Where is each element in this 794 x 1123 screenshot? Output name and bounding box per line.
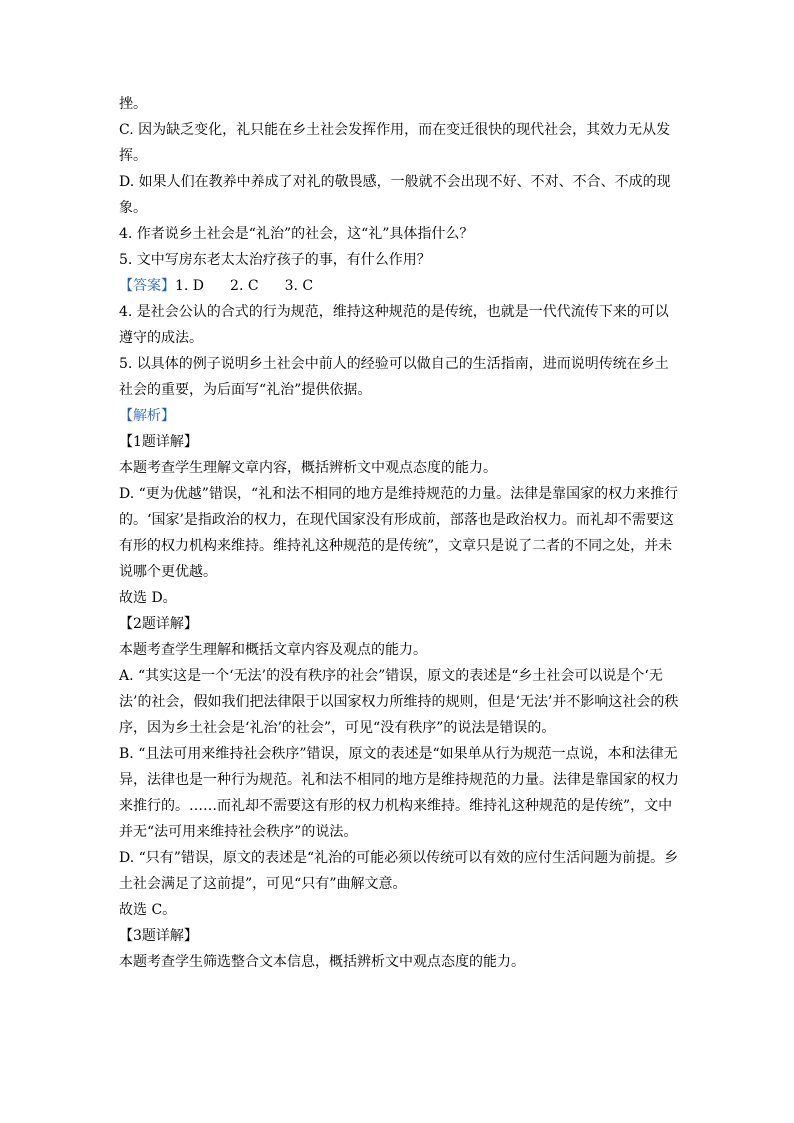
answer-2: 2. C xyxy=(230,278,259,294)
paragraph: 挫。 xyxy=(119,96,147,112)
option-c: C. 因为缺乏变化，礼只能在乡土社会发挥作用，而在变迁很快的现代社会，其效力无从发挥。 xyxy=(119,122,671,164)
q1-detail-label: 【1题详解】 xyxy=(119,434,198,450)
paragraph: 故选 C。 xyxy=(119,902,177,918)
option-d: D. 如果人们在教养中养成了对礼的敬畏感，一般就不会出现不好、不对、不合、不成的现象。 xyxy=(119,174,671,216)
question-4: 4. 作者说乡土社会是“礼治”的社会，这“礼”具体指什么？ xyxy=(119,226,474,242)
document-body xyxy=(119,91,679,975)
paragraph: 本题考查学生理解和概括文章内容及观点的能力。 xyxy=(119,642,427,658)
paragraph: D. “只有”错误，原文的表述是“礼治的可能必须以传统可以有效的应付生活问题为前提。乡土社会满足了这前提”，可见“只有”曲解文意。 xyxy=(119,850,679,892)
q3-detail-label: 【3题详解】 xyxy=(119,928,198,944)
answer-1: 1. D xyxy=(175,278,205,294)
answer-5: 5. 以具体的例子说明乡土社会中前人的经验可以做自己的生活指南，进而说明传统在乡土社会的重要，为后面写“礼治”提供依据。 xyxy=(119,356,669,398)
paragraph: B. “且法可用来维持社会秩序”错误，原文的表述是“如果单从行为规范一点说，本和法律无异，法律也是一种行为规范。礼和法不相同的地方是维持规范的力量。法律是靠国家的权力来推行的。……而礼却不需要这有形的权力机构来维持。维持礼这种规范的是传统”，文中并无“法可用来维持社会秩序”的说法。 xyxy=(119,746,679,840)
paragraph: 本题考查学生理解文章内容，概括辨析文中观点态度的能力。 xyxy=(119,460,497,476)
answer-line xyxy=(119,273,679,299)
analysis-label: 【解析】 xyxy=(119,408,175,424)
answer-3: 3. C xyxy=(284,278,314,294)
question-5: 5. 文中写房东老太太治疗孩子的事，有什么作用？ xyxy=(119,252,431,268)
answer-label: 【答案】 xyxy=(119,278,175,294)
paragraph: D. “更为优越”错误，“礼和法不相同的地方是维持规范的力量。法律是靠国家的权力来推行的。‘国家’是指政治的权力，在现代国家没有形成前，部落也是政治权力。而礼却不需要这有形的权力机构来维持。维持礼这种规范的是传统”，文章只是说了二者的不同之处，并未说哪个更优越。 xyxy=(119,486,679,580)
paragraph: 故选 D。 xyxy=(119,590,177,606)
q2-detail-label: 【2题详解】 xyxy=(119,616,198,632)
paragraph: 本题考查学生筛选整合文本信息，概括辨析文中观点态度的能力。 xyxy=(119,954,525,970)
answer-4: 4. 是社会公认的合式的行为规范，维持这种规范的是传统，也就是一代代流传下来的可以遵守的成法。 xyxy=(119,304,669,346)
paragraph: A. “其实这是一个‘无法’的没有秩序的社会”错误，原文的表述是“乡土社会可以说是个‘无法’的社会，假如我们把法律限于以国家权力所维持的规则，但是‘无法’并不影响这社会的秩序，因为乡土社会是‘礼治’的社会”，可见“没有秩序”的说法是错误的。 xyxy=(119,668,679,736)
